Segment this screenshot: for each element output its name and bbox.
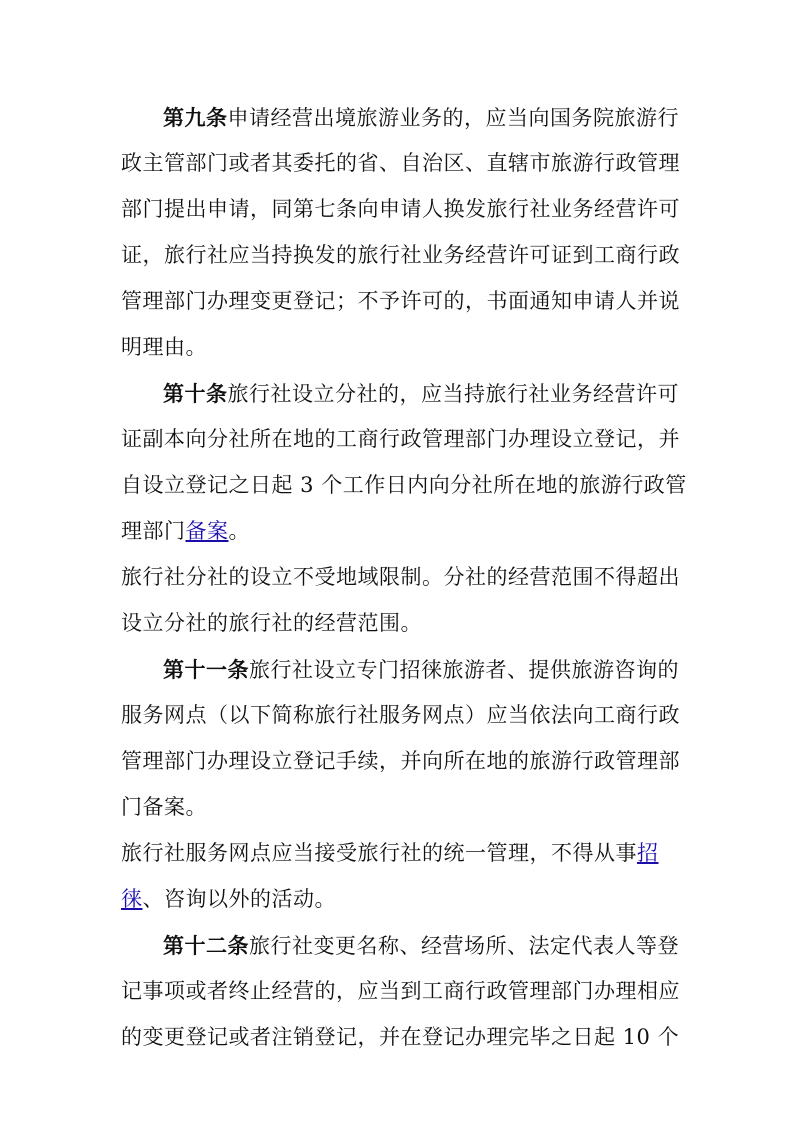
article-10-p2-line-2: 设立分社的旅行社的经营范围。 (121, 611, 422, 635)
article-9-line-6: 明理由。 (121, 335, 207, 359)
beian-link[interactable]: 备案 (185, 519, 229, 543)
zhaolai-link-part-2[interactable]: 徕 (121, 887, 143, 911)
article-10-p2-line-1: 旅行社分社的设立不受地域限制。分社的经营范围不得超出 (121, 565, 680, 589)
article-10-line-3: 自设立登记之日起 3 个工作日内向分社所在地的旅游行政管 (121, 473, 687, 497)
article-10-line-4-text: 理部门 (121, 519, 186, 543)
article-12-text: 旅行社变更名称、经营场所、法定代表人等登 (249, 934, 679, 958)
article-10-line-4 (121, 521, 250, 542)
zhaolai-link-part-1[interactable]: 招 (637, 841, 659, 865)
article-9-line-4: 证，旅行社应当持换发的旅行社业务经营许可证到工商行政 (121, 243, 680, 267)
article-11-text: 旅行社设立专门招徕旅游者、提供旅游咨询的 (249, 658, 679, 682)
article-9-line-2: 政主管部门或者其委托的省、自治区、直辖市旅游行政管理 (121, 151, 680, 175)
article-9-heading: 第九条 (163, 105, 228, 130)
article-9-line-3: 部门提出申请，同第七条向申请人换发旅行社业务经营许可 (121, 197, 680, 221)
article-11-p2-line-1 (121, 843, 659, 864)
article-12-line-2: 记事项或者终止经营的，应当到工商行政管理部门办理相应 (121, 979, 680, 1003)
article-10-heading: 第十条 (163, 381, 228, 406)
article-11-line-3: 管理部门办理设立登记手续，并向所在地的旅游行政管理部 (121, 749, 680, 773)
article-10-line-2: 证副本向分社所在地的工商行政管理部门办理设立登记，并 (121, 427, 680, 451)
article-10-line-1 (163, 383, 679, 405)
article-9-line-1 (163, 107, 679, 129)
article-10-line-4-end: 。 (228, 519, 250, 543)
article-12-line-3: 的变更登记或者注销登记，并在登记办理完毕之日起 10 个 (121, 1025, 680, 1049)
article-9-line-5: 管理部门办理变更登记；不予许可的，书面通知申请人并说 (121, 289, 680, 313)
article-9-text: 申请经营出境旅游业务的，应当向国务院旅游行 (227, 106, 679, 130)
article-11-heading: 第十一条 (163, 657, 249, 682)
article-11-p2-text: 旅行社服务网点应当接受旅行社的统一管理，不得从事 (121, 841, 637, 865)
article-11-line-1 (163, 659, 679, 681)
article-12-line-1 (163, 935, 679, 957)
article-11-line-2: 服务网点（以下简称旅行社服务网点）应当依法向工商行政 (121, 703, 680, 727)
article-10-text: 旅行社设立分社的，应当持旅行社业务经营许可 (227, 382, 679, 406)
article-12-heading: 第十二条 (163, 933, 249, 958)
article-11-line-4: 门备案。 (121, 795, 207, 819)
article-11-p2-end: 、咨询以外的活动。 (142, 887, 336, 911)
article-11-p2-line-2 (121, 889, 336, 910)
